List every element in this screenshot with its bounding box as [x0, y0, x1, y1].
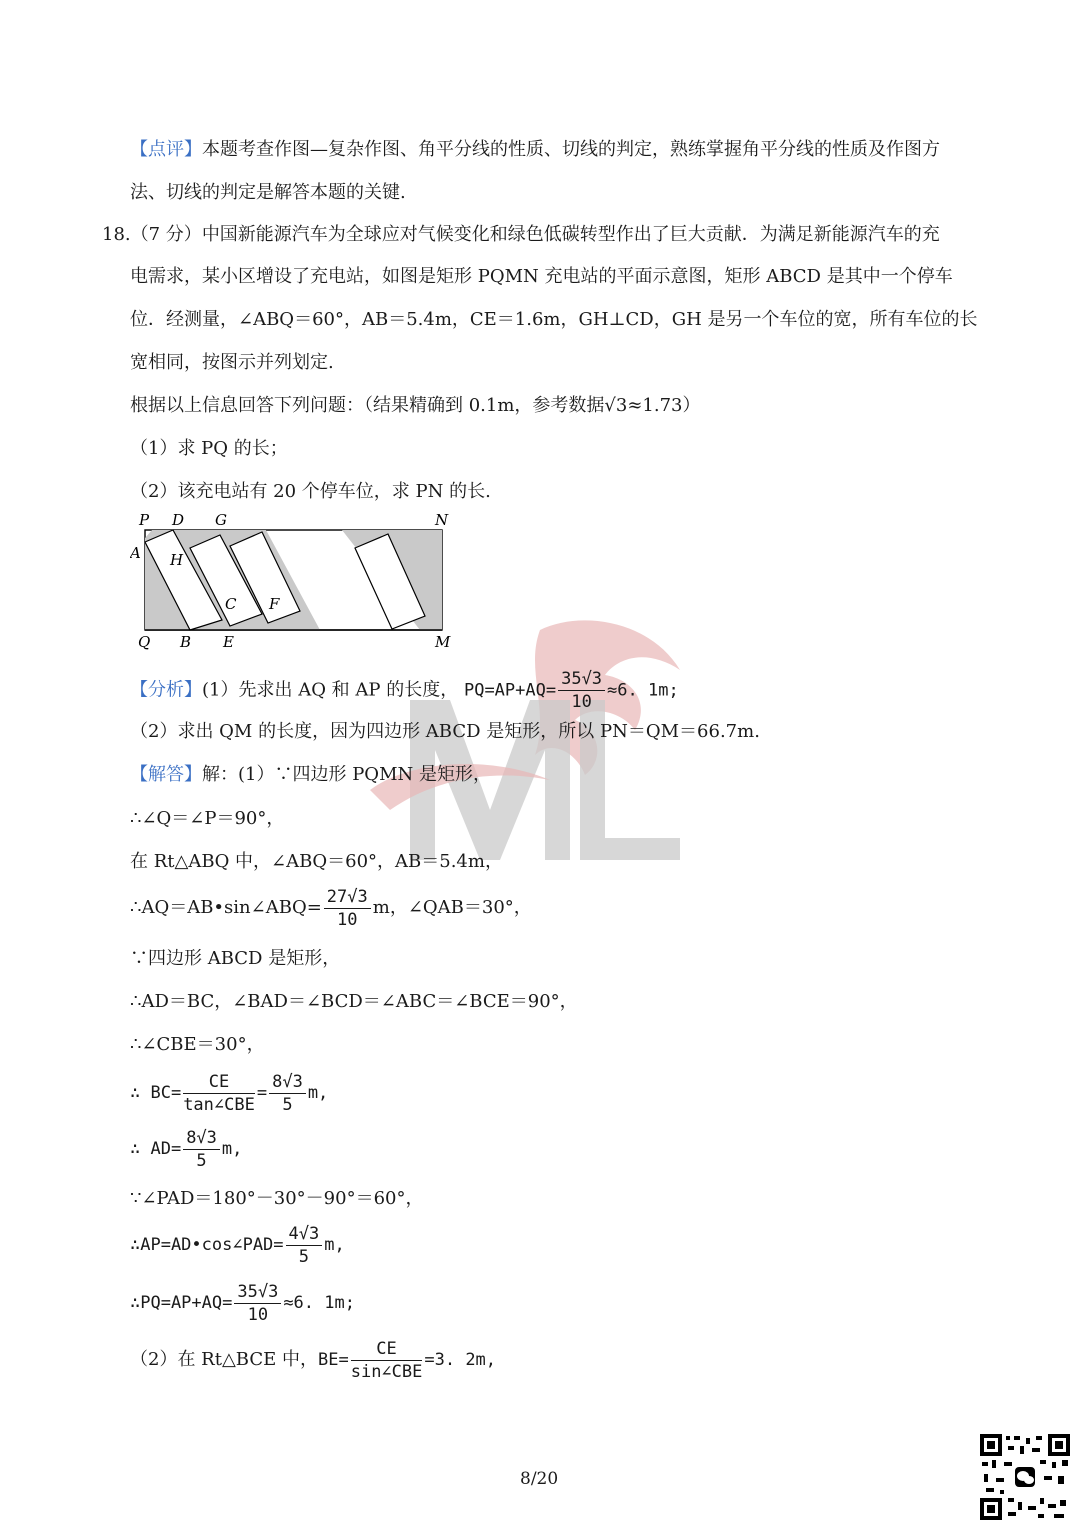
s8-den2: 5 — [282, 1094, 293, 1115]
s8-eq: = — [256, 1083, 268, 1103]
label-G: G — [215, 511, 227, 529]
problem-text-1: 中国新能源汽车为全球应对气候变化和绿色低碳转型作出了巨大贡献．为满足新能源汽车的充 — [201, 224, 940, 245]
problem-line-4: 宽相同，按图示并列划定. — [130, 352, 334, 373]
analysis-formula-right: ≈6. 1m; — [607, 680, 679, 701]
question-2: （2）该充电站有 20 个停车位，求 PN 的长. — [130, 481, 491, 502]
s9-fraction — [183, 1127, 220, 1172]
question-1: （1）求 PQ 的长； — [130, 438, 288, 459]
review-line-2: 法、切线的判定是解答本题的关键. — [130, 182, 406, 203]
solution-line-10: ∵∠PAD＝180°－30°－90°＝60°， — [130, 1188, 424, 1209]
label-Q: Q — [138, 633, 151, 651]
solution-line-9 — [130, 1126, 242, 1172]
solution-line-7: ∴∠CBE＝30°， — [130, 1034, 265, 1055]
analysis-frac-num: 35√3 — [558, 668, 605, 691]
analysis-formula-left: PQ=AP+AQ= — [463, 680, 557, 701]
solution-line-3: 在 Rt△ABQ 中，∠ABQ＝60°，AB＝5.4m， — [130, 851, 503, 872]
solution-line-12 — [130, 1280, 355, 1326]
solution-line-6: ∴AD＝BC，∠BAD＝∠BCD＝∠ABC＝∠BCE＝90°， — [130, 991, 578, 1012]
s13-den: sin∠CBE — [350, 1361, 423, 1382]
s12-left: ∴PQ=AP+AQ= — [130, 1293, 233, 1313]
s13-left: （2）在 Rt△BCE 中， — [130, 1349, 318, 1370]
s8-right: m, — [307, 1083, 329, 1103]
solution-line-11 — [130, 1222, 345, 1268]
solution-line-1 — [130, 762, 491, 788]
solution-s4-fraction — [324, 886, 371, 931]
solution-s4-left: ∴AQ＝AB•sin∠ABQ= — [130, 897, 322, 918]
s11-fraction — [286, 1223, 323, 1268]
analysis-tag: 【分析】 — [130, 679, 202, 701]
label-H: H — [170, 551, 184, 569]
label-P: P — [139, 511, 150, 529]
problem-line-1 — [102, 222, 940, 248]
s13-num: CE — [351, 1338, 423, 1361]
solution-line-13 — [130, 1337, 496, 1383]
s11-left: ∴AP=AD•cos∠PAD= — [130, 1235, 284, 1255]
s8-num: CE — [183, 1071, 255, 1094]
label-E: E — [223, 633, 234, 651]
label-F: F — [269, 595, 280, 613]
s13-formula: BE= — [318, 1350, 349, 1370]
label-D: D — [172, 511, 185, 529]
problem-number: 18.（7 分） — [102, 224, 202, 245]
s4-num: 27√3 — [324, 886, 371, 909]
s8-den: tan∠CBE — [183, 1094, 255, 1115]
s11-right: m, — [324, 1235, 345, 1255]
review-tag: 【点评】 — [130, 139, 202, 160]
s13-right: =3. 2m, — [424, 1350, 497, 1370]
s12-fraction — [234, 1281, 281, 1326]
solution-line-8 — [130, 1070, 328, 1116]
wechat-qr-code-icon[interactable] — [978, 1432, 1072, 1522]
solution-line-2: ∴∠Q＝∠P＝90°， — [130, 808, 285, 829]
problem-line-2: 电需求，某小区增设了充电站，如图是矩形 PQMN 充电站的平面示意图，矩形 ABCD 是其中一个停车 — [130, 266, 953, 287]
s9-num: 8√3 — [183, 1127, 220, 1150]
solution-tag: 【解答】 — [130, 764, 202, 785]
s11-den: 5 — [298, 1246, 310, 1267]
problem-note: 根据以上信息回答下列问题：（结果精确到 0.1m，参考数据√3≈1.73） — [130, 395, 701, 416]
s11-num: 4√3 — [286, 1223, 323, 1246]
analysis-text-1: (1）先求出 AQ 和 AP 的长度， — [202, 679, 459, 701]
label-M: M — [435, 633, 451, 651]
review-text-1: 本题考查作图—复杂作图、角平分线的性质、切线的判定，熟练掌握角平分线的性质及作图方 — [202, 139, 940, 160]
s12-den: 10 — [247, 1304, 269, 1325]
analysis-line-1 — [130, 668, 679, 713]
label-C: C — [225, 595, 237, 613]
analysis-frac-den: 10 — [571, 692, 592, 712]
s8-fraction-2 — [269, 1071, 306, 1116]
s9-den: 5 — [196, 1150, 207, 1171]
problem-line-3: 位．经测量，∠ABQ＝60°，AB＝5.4m，CE＝1.6m，GH⊥CD，GH 是另一个车位的宽，所有车位的长 — [130, 309, 978, 330]
label-N: N — [435, 511, 449, 529]
analysis-line-2: （2）求出 QM 的长度，因为四边形 ABCD 是矩形，所以 PN＝QM＝66.7m. — [130, 721, 760, 742]
solution-line-4 — [130, 885, 532, 931]
solution-text-1: 解：(1）∵四边形 PQMN 是矩形， — [202, 764, 491, 785]
s9-right: m, — [221, 1139, 243, 1159]
s12-right: ≈6. 1m; — [283, 1293, 355, 1313]
solution-line-5: ∵四边形 ABCD 是矩形， — [130, 948, 341, 969]
label-B: B — [180, 633, 192, 651]
s8-left: ∴ BC= — [130, 1083, 182, 1103]
s4-den: 10 — [337, 909, 358, 930]
s13-fraction — [351, 1338, 423, 1383]
s8-fraction-1 — [183, 1071, 255, 1116]
s9-left: ∴ AD= — [130, 1139, 182, 1159]
label-A: A — [130, 544, 141, 562]
solution-s4-right: m，∠QAB＝30°， — [372, 897, 532, 918]
review-line-1 — [130, 137, 940, 163]
analysis-fraction — [558, 668, 605, 713]
s12-num: 35√3 — [234, 1281, 281, 1304]
page-number: 8/20 — [520, 1469, 559, 1489]
s8-num2: 8√3 — [269, 1071, 306, 1094]
